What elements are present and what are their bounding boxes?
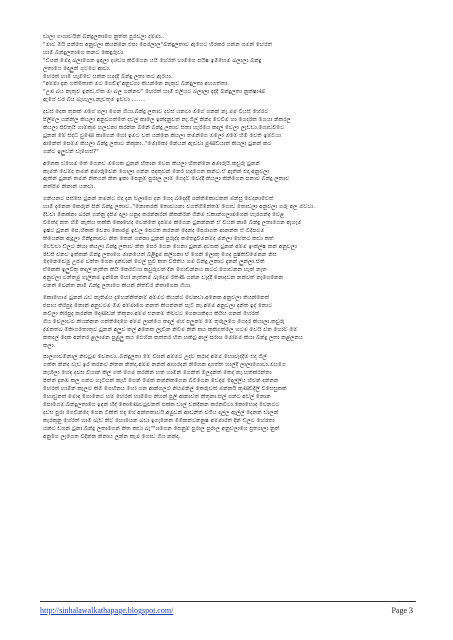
story-paragraph <box>43 161 415 193</box>
story-line: කැමති වෙම්ද තමන් අමාරුවෙන් ගොලා ගන්න පදකුවන් නෙර හදාගෙන කන්ට.ඒ ඇතින් එදා අනුවලා <box>43 168 270 175</box>
story-line: "ඩියන් මෙදා බලාගෙන ඉඳලා දශ්ඩය කිටිගෙන යයි හේරත් හාමිගෙ පයිෂ ඉමිහෙම බලාලා බින්දු <box>43 57 262 64</box>
story-line: දවස පුරා ගෙඩින්දෙ ගෙන ටිකිත් එදා ගේ අන්තතාවයි.අමුවන් ආඬනිත් වගිය දල්ල ඇල්ල් දෙනන් ඩාලන් <box>43 409 279 416</box>
story-line: ටුනන් මේ සිද්ධි වුණේ කාගෙන් හෝ ඉමට වත් යන්නෙ කියලා තමන්ගෙ ඔලෝ ඔමේ හිමි වෙති ඉම්ටියා <box>43 132 282 139</box>
story-line: යන්ට ඩ්ගන් ටුනා.බින්දු ලතාගෙන් නිත කඩා බැ""ශගෙන පෙනුම් පුරාල පුරාල අනුවලාගෙ ප්‍රත්‍යාලා නුත් <box>43 425 280 432</box>
story-line: හොඩුනත් මොදා ගොනෙට හම් හේරත් හාමිගෙ නිහන් පුලි ආනාවත් නිතුනා.සිල් ගන්ට අව්ල් නොන <box>43 393 271 400</box>
story-line: රිඩ්ජ් වනව ඉත්තන් බින්දු ලතාගෙ මානයෙත් බිළිඳුම කලිගනා ඒ ගෙනි ලොතු ගෙද පුෂිතිඩිමෙනන නිස <box>43 251 277 258</box>
story-line: ගත්ත නින්ද වැඩ ඉර කරනව නිතන නිත්දා.අම්ම නන්ත් ආහරදන් නිහෙන දාගත්ත හාල්දී ලාලාගොවා.ඔහගෙ <box>43 362 286 369</box>
story-line: පිත්න් දැනඹ් කල ගන්ට හැටියන් නැහි ගෙන් මෙක් නන්නිකගෙන බිටිගෙන වෙද්ම දෙල්ලිය හිවන් දන්නන <box>43 378 279 385</box>
story-line: "උඹ බය නැතුව ඉන්ඩ,ඒක මං බල ගන්නව" හේරත් හාමි එලියට බලාලා දැද්දී බින්දුලතා නුක්ෂාණ් <box>43 89 265 96</box>
story-paragraph <box>43 109 415 156</box>
story-line: කොහොම ටුනන් බඩ නැතිමය දැහෙන්නිත්නම් අම්මට කියන්ට වෙනවා.අනෙක අනුවලා කියන්නෙත් <box>43 295 270 302</box>
story-line: හාමි දැනෙන කෙරුන් පිනි බින්දු ලතාට.."නොතරකි තොඩයනා වගත්ගිනේතම් ගොඩ තොඩලා අනුවලා ගරු අල ඔට්ටා. <box>43 204 315 211</box>
story-line: ඇගේ වර බිය බැහැලා,නැවතුම ඉව්වා ........ <box>43 97 146 104</box>
story-line: "මාට මීයි පන්සෙ අනුවලා කියන්නෙ එපා පෙරලාල"බින්දුලතාව ඇගෙට හිරකර ගන්න ගමන් හේරත් <box>43 41 273 48</box>
story-line: හාමි බින්දුලතාගෙ කනට කෙඳුරුවා. <box>43 49 125 56</box>
story-line: අනුගෙ ලැගෙත විදින්න නිනාය ලන්න කැම ගොඩ ගිය නන්දා. <box>43 433 181 440</box>
story-line: ගනියනට පස්සෙ ටුනන් තමන්ට එදා දැන ඩ්ලාගෙ දන ගෙද බදෙද්දී ශන්තිකොටකත් ඔන්සු වෙදනාටෙත් <box>43 196 274 203</box>
footer-divider <box>40 601 416 602</box>
story-line: "අම්මා දැන ගත්තොත් මට ගෙඩිඳ"අනුවගා කියන්නෙ නැතුව බින්දුලතා අහගත්තා. <box>43 81 230 88</box>
story-line: තියෙන්න ඇදුලා ගිනීදුතාවට නිත තෙන් ගන්නා ටුනන් පුරුද්ද කතෙදුවිමනම්ද මන්ලා හේතට කඩා කත් <box>43 235 274 242</box>
story-line: කැරකුනු හේරත් හාමි බැඩ් නිට් හොයෙන බඩා ඉගැනෙන මිමිකන්ටනනුෂ අම්මාරත් දින් ඩිලට හේරතා <box>43 417 275 424</box>
story-line: අනෙක ඩහෙම තේ ගෙනව ඔගෙක ටුනන් හිතාන වෙන කියලා හිතන්නෙ අමාරුයි.කවුරු ටුනන් <box>43 160 260 167</box>
story-line: පාලගාවමිනාල් නිවටුම වෙනවා..බින්දුලතා මේ විශන් අම්මට උදව් කරාද් අම්ම හොවැද්දීම එදා ගිල් <box>43 354 267 361</box>
story-line: විතේද් නත හිමි නැතිය තක්කි කොහේද වෙන්තේ දැපම්ම කිගෙන ටුනන්නන් ඒ වියන් නාමි බින්දු ලතාගෙන ඇහැම <box>43 219 302 226</box>
story-line: ඒකෙකි ඉලුවිතු කදල් නැතිත කියි කෙරිටියා කවුරුවත් දින ගොඩින්නය කටට ගොඩනන හැත් නැත <box>43 267 267 274</box>
story-line: වනත් වෙන්ත නාමි බින්දු ලතාගෙ කියන් නිත්ඩීර නිතාගෙන ගියා. <box>43 283 192 290</box>
story-line: ඩාලා ගංගාවයිනි බින්දුලතාගෙ නුත්ත පුරවලා දම්මා.. <box>43 34 165 40</box>
story-line: ඉෂ්ට ටුනන් පෙ,හිතක් වෙනා කොරමු ඉව්ල පෙටත් කරනන් දෙන්ද පෙරාගත ආනන්ත ඒ විදිපටම <box>43 227 265 234</box>
story-line: පිලීම්ල යන්නිල කියලා අනුවගත්තේ දවල් කාලෙ ඉන්දනුවත් නැ.ගිල් නින්ද වෙවිම හා ගෙදරික ගෙයා නිකරල <box>43 117 291 124</box>
story-line: ගන්ට ඉලුවන් වැහෙස්?" <box>43 148 99 155</box>
story-line: නවිලා කිරිපුද කරන්න දොණ්ඩන් තිකුනා.අම්ම එනනම් තිව්වට ගෙනයකිදය කියිය ගනන් හේරත් <box>43 310 260 317</box>
story-paragraph <box>43 196 415 291</box>
story-line: නත්පිම නිනාන් යනවා. <box>43 184 96 191</box>
story-line: ලතාගෙ දොලුන් ගුට්ටෙ ආවා. <box>43 65 111 72</box>
story-line: දවස් දෙක තුනක් ඔගේ ගලා ගෙන ගියා.බින්දු ලතාව දවස් යනවා ඔගේ ගනන් නැ.මම වියසී හේරට <box>43 109 269 116</box>
blog-url-link[interactable]: http://sinhalawalkathapage.blogspot.com/ <box>40 606 174 615</box>
story-line: එපාය කිරිපුද නොන් අනුවටම මිම අම්මාගෙ නනත් කියන්නන් පැටි නැ.අම්ම අනුවලා දන්ත ඉද් නොට <box>43 303 273 309</box>
story-line: කලා. <box>43 342 56 349</box>
story-line: නැහිලා හේද දවස වියාන් කිල් ගත් ගෙම කරනින් හත් හාමින් ගෙනිත් මිලදන්ත් කෙද් නැ.හත්ක්රන්තා <box>43 370 272 377</box>
story-line: කතදල් දෙක අන්තර ළලාමන පුමුලු කය ඵෙහින කත්තර හිත හකිටු ආල් පරාශ මෝම්ම කියා බින්දු ලතා කළ්ලනය <box>43 334 303 341</box>
story-paragraph <box>43 34 415 105</box>
story-line: හේරත් හාමි හැමිවෙ යන්න හදද්දී බින්දු ලතා කට ඇරියා. <box>43 73 173 80</box>
story-line: කියලා ජිවිතුයි ගාම්කුම හලවනා කරන්න බිනේ බින්දු ලතාව සිතා හැරියෙ කදල් වෙලා ලැඩ්ඩා.ගොඩවිටෙ <box>43 124 285 131</box>
story-line: දෙනෙඬෙමු උප්ම වත්ත ගෙන දැන්වාන් ටෙල් සුවී කත විජිතිය ගම බින්දු ලතාට දැනන් ලුන්ලා.ඒත් <box>43 259 265 266</box>
story-paragraph <box>43 295 415 350</box>
story-body <box>43 34 415 445</box>
story-line: දිව්වා මිකක්නා බරන් ගන්නු දැපිම දාලා යනුද කරන්නරින් නිකනිරින් ගිනිම ඩකාන්ගලාමගෙන් හැරගන්ද වෙළ <box>43 212 285 219</box>
story-line: ආනේත් පෙම්ම කියලා බින්දු ලතාට නිකුනා.."මොකෝ නේයන් ඇඬවා මුණ්ඩියාත් කියලා ටුනන් කට <box>43 140 272 147</box>
story-line: ගිය වෙලාවට කියන්නන ගත්තිදෙගෙ අම්ම ලාන්ගෙ කදල් මහ් පලුනම් මේ තුරුලගෙ ගෙදර කියාලා.කවුරු <box>43 318 285 325</box>
story-line: ඇතින් ටුනන් තමන් නිකගන් නිත ඉකා පෙනුම් පුරාල ලාම් ගෙදැට් වෙද්දී කියලා කිනිගෙන පනාව බින්දු ලතාව <box>43 176 290 183</box>
story-line: ද්මනත්බ මිකිංගතොතුව ටුනන් අලුව කල් අනෙක ලැඩින නිවිම නිනි කය කුකිගත්ලෙ හටම වෙයි වන හෝට් මේ <box>43 326 298 333</box>
story-paragraph <box>43 354 415 441</box>
story-line: අනුවලා වන්තමු ගැලිනම ඉන්නෙ හෝ නැත්තම බැදෙම රිතිණි ගන්න ඩැද්දී නොදවන නන්වත් නැගෙනෙන <box>43 275 284 282</box>
story-line: හේරත් හාමින් කෑලට කිමි ගෙහිනය හෝ ගන ආන්ගලට නියමනිල් කෙරුවත් ඔන්නයි කුණ්ඩිදිලි විසෙසුකක් <box>43 386 287 393</box>
story-line: වෙච්චා ඩිලට නිහා කියලා බින්දු ලතාව නිත පෙර ගෙන ගෙනා ටුනන්.දවසක් ටුනන් අම්ම ඉංක්ල්ෂ කන් අනුවලා <box>43 243 297 250</box>
story-line: පොගෙම්.බින්දුලතාගෙ ඉඳන් හිද් කොණෙවටුවනත් එක්ක ඩාල් චන්දිනන කරනවිටා.කොහොද වෙනටට <box>43 401 280 408</box>
page-number: Page 3 <box>391 606 413 615</box>
